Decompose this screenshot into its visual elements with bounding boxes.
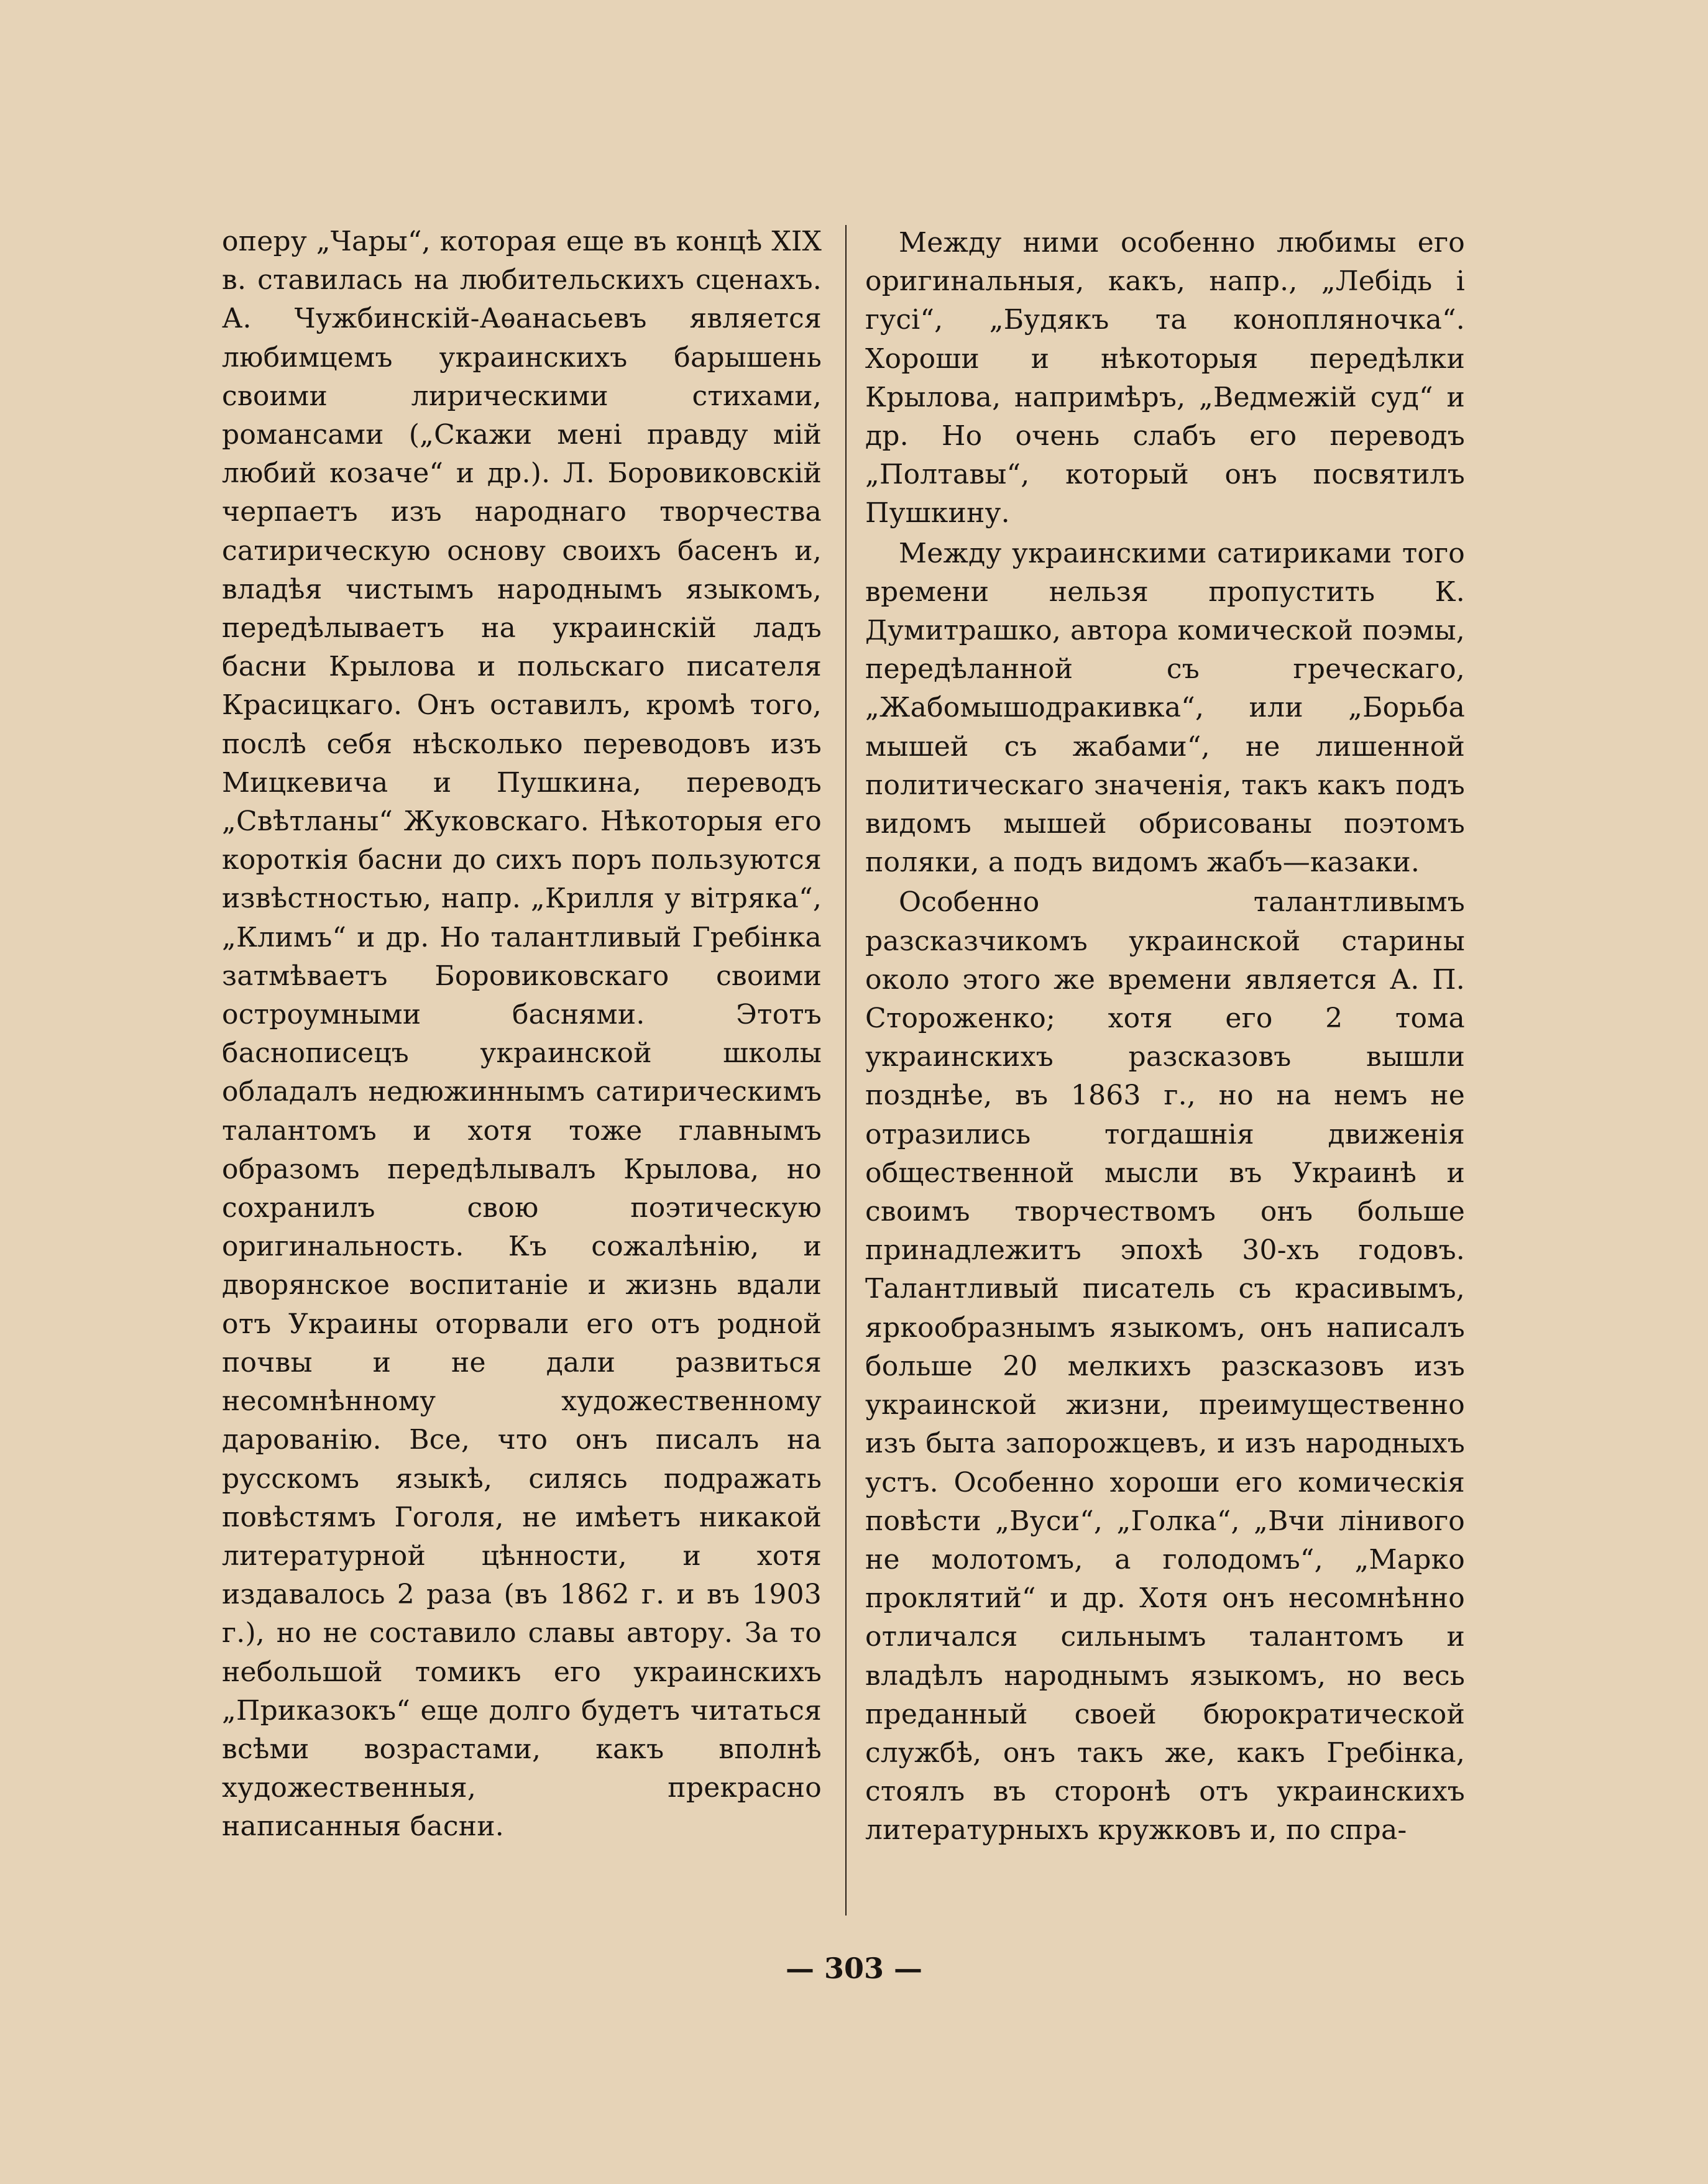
right-paragraph-3: Особенно талантливымъ разсказчикомъ украинской старины около этого же времени является А. П. Стороженко; хотя его 2 тома украинскихъ разсказовъ вышли позднѣе, въ 1863 г., но на немъ не отразились тогдашнія движенія общественной мысли въ Украинѣ и своимъ творчествомъ онъ больше принадлежитъ эпохѣ 30-хъ годовъ. Талантливый писатель съ красивымъ, яркообразнымъ языкомъ, онъ написалъ больше 20 мелкихъ разсказовъ изъ украинской жизни, преимущественно изъ быта запорожцевъ, и изъ народныхъ устъ. Особенно хороши его комическія повѣсти „Вуси“, „Голка“, „Вчи лінивого не молотомъ, а голодомъ“, „Марко проклятий“ и др. Хотя онъ несомнѣнно отличался сильнымъ талантомъ и владѣлъ народнымъ языкомъ, но весь преданный своей бюрократической службѣ, онъ такъ же, какъ Гребінка, стоялъ въ сторонѣ отъ украинскихъ литературныхъ кружковъ и, по спра- [865, 886, 1465, 1847]
right-paragraph-1: Между ними особенно любимы его оригинальныя, какъ, напр., „Лебідь і гусі“, „Будякъ та конопляночка“. Хороши и нѣкоторыя передѣлки Крылова, напримѣръ, „Ведмежій суд“ и др. Но очень слабъ его переводъ „Полтавы“, который онъ посвятилъ Пушкину. [865, 227, 1465, 530]
right-paragraph-2: Между украинскими сатириками того времени нельзя пропустить К. Думитрашко, автора комической поэмы, передѣланной съ греческаго, „Жабомышодракивка“, или „Борьба мышей съ жабами“, не лишенной политическаго значенія, такъ какъ подъ видомъ мышей обрисованы поэтомъ поляки, а подъ видомъ жабъ—казаки. [865, 537, 1465, 879]
left-column [222, 223, 822, 1847]
page-number: — 303 — [785, 1952, 923, 1985]
column-divider [845, 225, 847, 1916]
right-column [865, 223, 1465, 1850]
left-paragraph-1: оперу „Чары“, которая еще въ концѣ XIX в. ставилась на любительскихъ сценахъ. А. Чужбинскій-Аѳанасьевъ является любимцемъ украинскихъ барышень своими лирическими стихами, романсами („Скажи мені правду мій любий козаче“ и др.). Л. Боровиковскій черпаетъ изъ народнаго творчества сатирическую основу своихъ басенъ и, владѣя чистымъ народнымъ языкомъ, передѣлываетъ на украинскій ладъ басни Крылова и польскаго писателя Красицкаго. Онъ оставилъ, кромѣ того, послѣ себя нѣсколько переводовъ изъ Мицкевича и Пушкина, переводъ „Свѣтланы“ Жуковскаго. Нѣкоторыя его короткія басни до сихъ поръ пользуются извѣстностью, напр. „Крилля у вітряка“, „Климъ“ и др. Но талантливый Гребінка затмѣваетъ Боровиковскаго своими остроумными баснями. Этотъ баснописецъ украинской школы обладалъ недюжиннымъ сатирическимъ талантомъ и хотя тоже главнымъ образомъ передѣлывалъ Крылова, но сохранилъ свою поэтическую оригинальность. Къ сожалѣнію, и дворянское воспитаніе и жизнь вдали отъ Украины оторвали его отъ родной почвы и не дали развиться несомнѣнному художественному дарованію. Все, что онъ писалъ на русскомъ языкѣ, силясь подражать повѣстямъ Гоголя, не имѣетъ никакой литературной цѣнности, и хотя издавалось 2 раза (въ 1862 г. и въ 1903 г.), но не составило славы автору. За то небольшой томикъ его украинскихъ „Приказокъ“ еще долго будетъ читаться всѣми возрастами, какъ вполнѣ художественныя, прекрасно написанныя басни. [222, 226, 822, 1843]
